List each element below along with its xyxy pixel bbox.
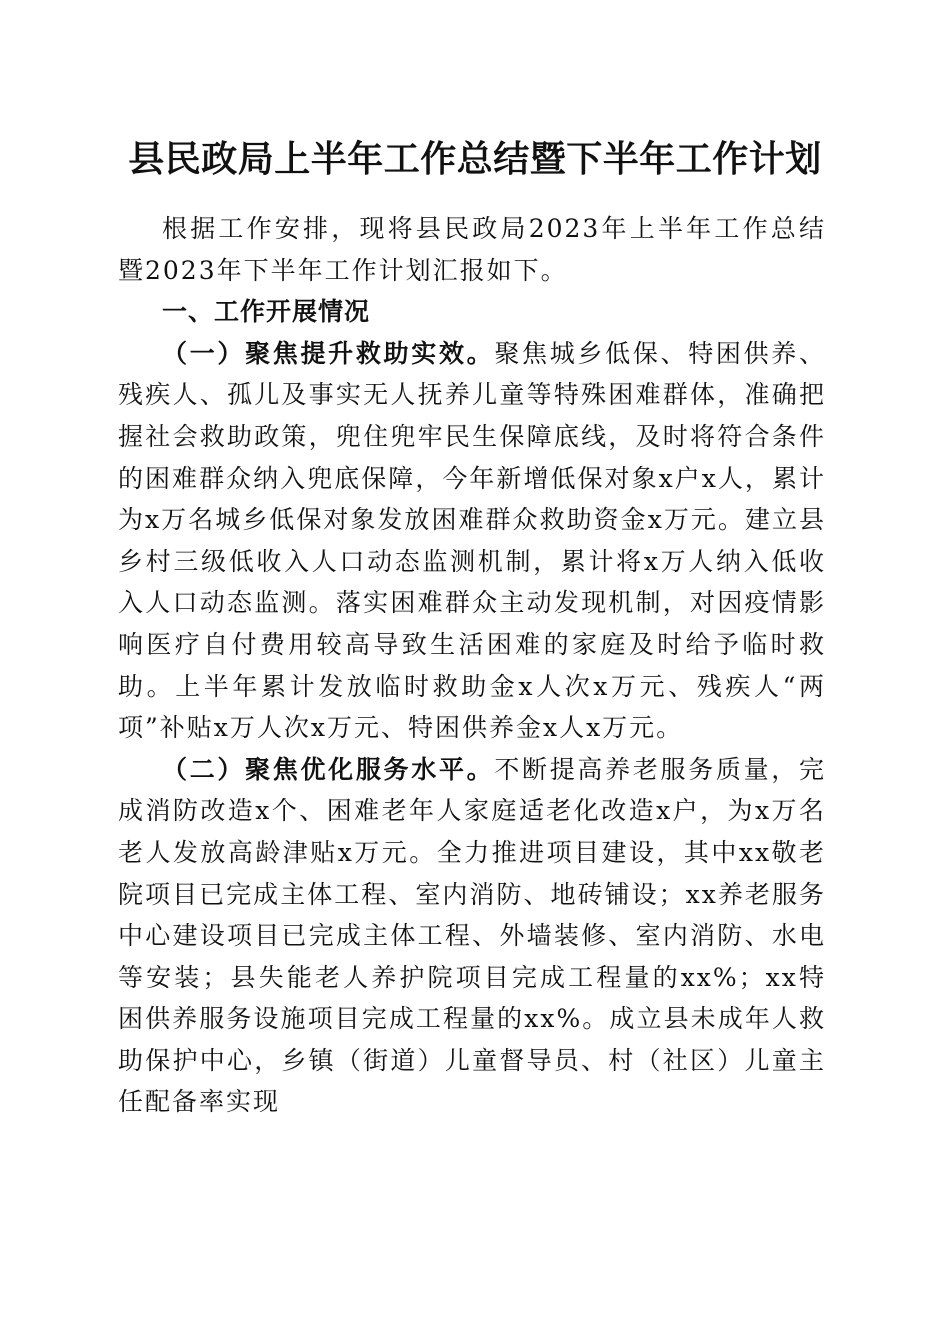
- item-paragraph-2: [118, 749, 826, 1123]
- item-body-1: 聚焦城乡低保、特困供养、残疾人、孤儿及事实无人抚养儿童等特殊困难群体，准确把握社会救助政策，兜住兜牢民生保障底线，及时将符合条件的困难群众纳入兜底保障，今年新增低保对象x户x人，累计为x万名城乡低保对象发放困难群众救助资金x万元。建立县乡村三级低收入人口动态监测机制，累计将x万人纳入低收入人口动态监测。落实困难群众主动发现机制，对因疫情影响医疗自付费用较高导致生活困难的家庭及时给予临时救助。上半年累计发放临时救助金x人次x万元、残疾人“两项”补贴x万人次x万元、特困供养金x人x万元。: [118, 338, 826, 743]
- item-heading-1: （一）聚焦提升救助实效。: [162, 338, 495, 368]
- item-heading-2: （二）聚焦优化服务水平。: [162, 754, 495, 784]
- item-body-2: 不断提高养老服务质量，完成消防改造x个、困难老年人家庭适老化改造x户，为x万名老人发放高龄津贴x万元。全力推进项目建设，其中xx敬老院项目已完成主体工程、室内消防、地砖铺设；xx养老服务中心建设项目已完成主体工程、外墙装修、室内消防、水电等安装；县失能老人养护院项目完成工程量的xx%；xx特困供养服务设施项目完成工程量的xx%。成立县未成年人救助保护中心，乡镇（街道）儿童督导员、村（社区）儿童主任配备率实现: [118, 754, 826, 1117]
- intro-paragraph: 根据工作安排，现将县民政局2023年上半年工作总结暨2023年下半年工作计划汇报如下。: [118, 214, 826, 285]
- document-body: [118, 208, 826, 1123]
- section-heading: 一、工作开展情况: [162, 297, 371, 327]
- document-title: 县民政局上半年工作总结暨下半年工作计划: [128, 138, 822, 180]
- item-paragraph-1: [118, 333, 826, 749]
